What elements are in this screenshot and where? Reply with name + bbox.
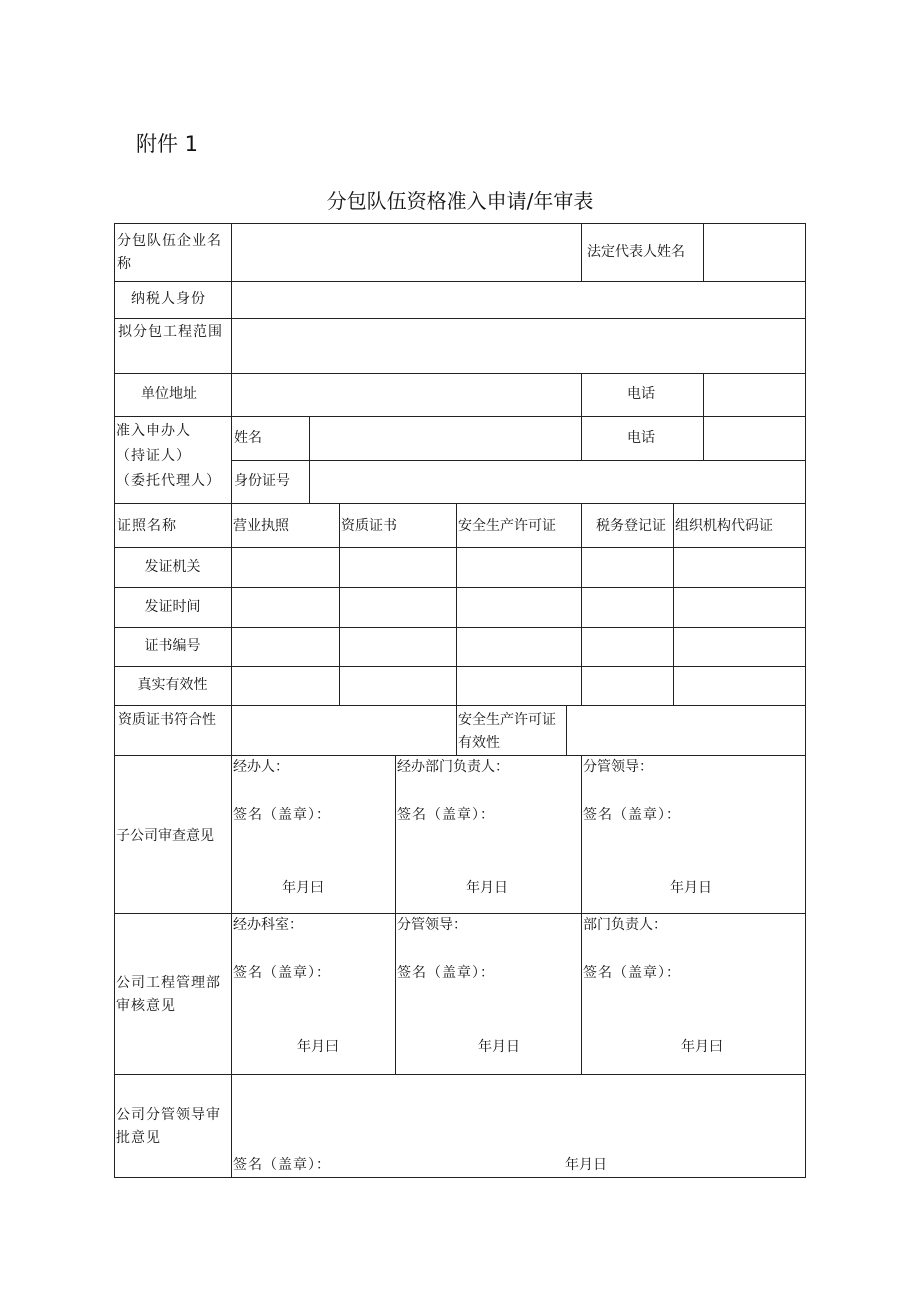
col-line (581, 503, 582, 705)
name-label: 姓名 (234, 430, 262, 446)
phone-label-2: 电话 (627, 430, 655, 446)
col-line (309, 416, 310, 503)
applicant-label-2: （持证人） (116, 448, 191, 464)
leader-approval-date: 年月日 (565, 1157, 607, 1173)
qual-compliance-label: 资质证书符合性 (118, 712, 216, 728)
cert-col-business-license: 营业执照 (233, 518, 289, 534)
cert-col-tax-registration: 税务登记证 (596, 518, 666, 534)
cert-row-validity: 真实有效性 (137, 677, 208, 693)
row-line (114, 587, 806, 588)
sub-review-sign-2: 签名（盖章）： (397, 807, 495, 823)
sub-review-role-1: 经办人： (233, 759, 289, 775)
legal-rep-label: 法定代表人姓名 (587, 244, 685, 260)
sub-review-role-3: 分管领导： (583, 759, 653, 775)
eng-review-date-1: 年月曰 (297, 1039, 339, 1055)
eng-review-sign-3: 签名（盖章）： (583, 965, 681, 981)
leader-approval-label: 公司分管领导审批意见 (116, 1107, 221, 1146)
eng-review-role-2: 分管领导： (397, 917, 467, 933)
sub-review-date-1: 年月曰 (282, 880, 324, 896)
row-line (114, 281, 806, 282)
page-title: 分包队伍资格准入申请/年审表 (326, 189, 594, 213)
id-label: 身份证号 (234, 473, 290, 489)
row-line (114, 705, 806, 706)
eng-review-sign-1: 签名（盖章）： (233, 965, 331, 981)
col-line (703, 223, 704, 281)
safety-validity-label: 安全生产许可证有效性 (458, 712, 556, 751)
applicant-label-3: （委托代理人） (116, 473, 221, 489)
col-line (339, 503, 340, 705)
row-line (114, 1074, 806, 1075)
attachment-label: 附件 1 (136, 132, 199, 156)
col-line (581, 223, 582, 281)
cert-header-label: 证照名称 (117, 518, 177, 534)
eng-review-role-1: 经办科室： (233, 917, 303, 933)
sub-review-sign-3: 签名（盖章）： (583, 807, 681, 823)
cert-col-safety-license: 安全生产许可证 (458, 518, 556, 534)
col-line (581, 755, 582, 1074)
cert-col-qualification: 资质证书 (341, 518, 397, 534)
eng-review-date-2: 年月日 (478, 1039, 520, 1055)
eng-review-sign-2: 签名（盖章）： (397, 965, 495, 981)
col-line (581, 373, 582, 460)
sub-review-label: 子公司审查意见 (116, 828, 214, 844)
col-line (673, 503, 674, 705)
col-line (395, 755, 396, 1074)
sub-review-date-2: 年月日 (466, 880, 508, 896)
phone-label: 电话 (627, 386, 655, 402)
sub-review-date-3: 年月日 (670, 880, 712, 896)
eng-review-role-3: 部门负责人： (583, 917, 667, 933)
col-line (456, 503, 457, 755)
row-line (114, 503, 806, 504)
col-line (805, 223, 806, 1178)
taxpayer-label: 纳税人身份 (131, 291, 206, 307)
scope-label: 拟分包工程范围 (118, 324, 223, 340)
applicant-label-1: 准入申办人 (116, 423, 191, 439)
cert-col-org-code: 组织机构代码证 (675, 518, 773, 534)
row-line (114, 318, 806, 319)
row-line (114, 666, 806, 667)
cert-row-issuer: 发证机关 (144, 559, 201, 575)
eng-review-label: 公司工程管理部审核意见 (116, 975, 221, 1014)
col-line (703, 373, 704, 460)
col-line (231, 223, 232, 1178)
leader-approval-sign: 签名（盖章）： (233, 1157, 331, 1173)
sub-review-sign-1: 签名（盖章）： (233, 807, 331, 823)
col-line (114, 223, 115, 1178)
row-line (114, 627, 806, 628)
eng-review-date-3: 年月曰 (681, 1039, 723, 1055)
cert-row-number: 证书编号 (144, 638, 201, 654)
row-line (114, 547, 806, 548)
address-label: 单位地址 (141, 386, 197, 402)
row-line (114, 1177, 806, 1178)
cert-row-issue-date: 发证时间 (144, 599, 201, 615)
row-line (231, 460, 806, 461)
sub-review-role-2: 经办部门负责人： (397, 759, 509, 775)
company-name-label: 分包队伍企业名称 (117, 233, 222, 272)
